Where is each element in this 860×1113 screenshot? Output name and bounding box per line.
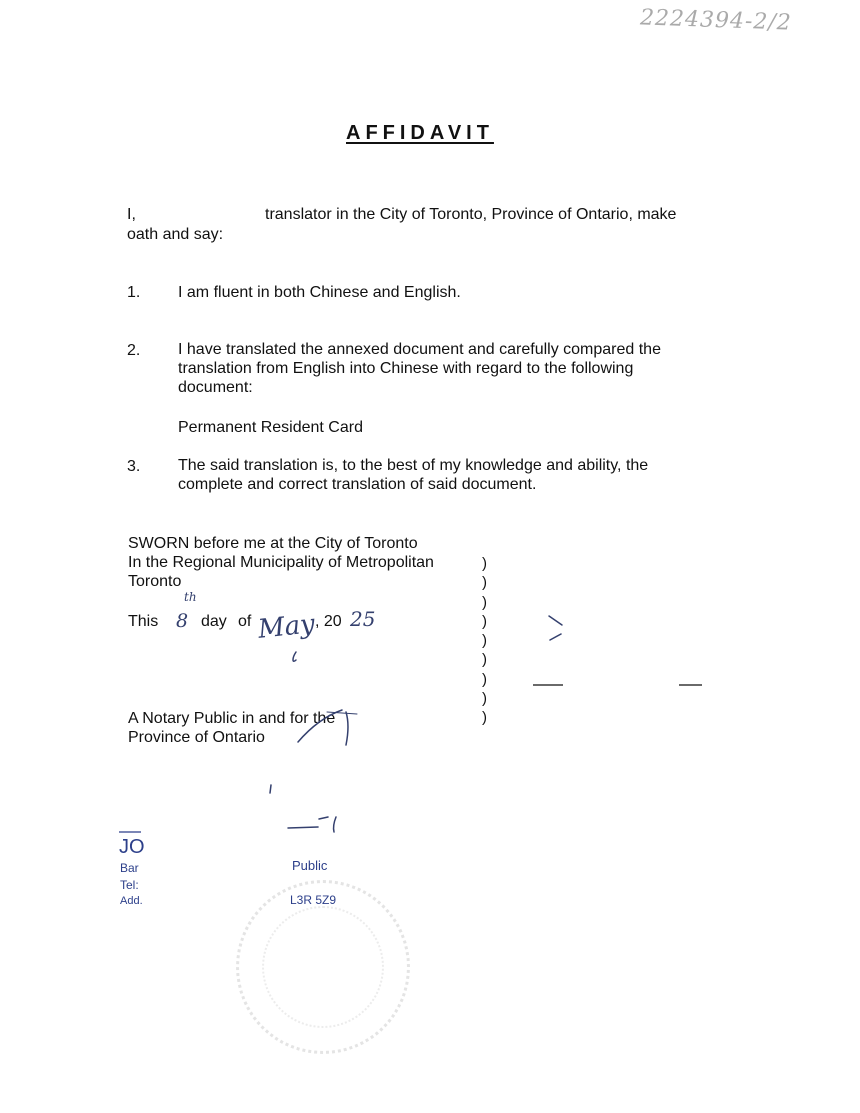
jurat-year-prefix: , 20 bbox=[315, 613, 342, 630]
paragraph-number: 1. bbox=[127, 284, 141, 301]
paragraph-line: I have translated the annexed document and carefully compared the bbox=[178, 341, 661, 358]
paragraph-line: I am fluent in both Chinese and English. bbox=[178, 284, 461, 301]
jurat-line: SWORN before me at the City of Toronto bbox=[128, 535, 418, 552]
paragraph-line: The said translation is, to the best of my knowledge and ability, the bbox=[178, 457, 649, 474]
jurat-day-label: day bbox=[201, 613, 227, 630]
handwritten-day-suffix: th bbox=[184, 590, 197, 604]
stamp-initials: JO bbox=[119, 836, 145, 858]
handwritten-day: 8 bbox=[176, 610, 189, 632]
jurat-brackets: ) ) ) ) ) ) ) ) ) bbox=[482, 555, 487, 727]
file-reference-handwritten: 2224394-2/2 bbox=[639, 5, 793, 36]
paragraph-number: 3. bbox=[127, 458, 141, 475]
stamp-line-bar: Bar bbox=[120, 861, 139, 875]
stamp-line-add: Add. bbox=[120, 895, 143, 907]
stamp-public: Public bbox=[292, 858, 328, 873]
document-title: AFFIDAVIT bbox=[346, 122, 494, 144]
intro-line1: translator in the City of Toronto, Province of Ontario, make bbox=[265, 206, 677, 223]
intro-prefix: I, bbox=[127, 206, 136, 223]
intro-line2: oath and say: bbox=[127, 226, 224, 243]
jurat-of-label: of bbox=[238, 613, 252, 630]
notary-line1: A Notary Public in and for the bbox=[128, 710, 336, 727]
embossed-seal-inner bbox=[262, 906, 384, 1028]
paragraph-line: document: bbox=[178, 379, 253, 396]
notary-line2: Province of Ontario bbox=[128, 729, 265, 746]
jurat-line: Toronto bbox=[128, 573, 182, 590]
paragraph-number: 2. bbox=[127, 342, 141, 359]
stamp-line-tel: Tel: bbox=[120, 878, 139, 892]
jurat-line: In the Regional Municipality of Metropolitan bbox=[128, 554, 434, 571]
paragraph-line: complete and correct translation of said document. bbox=[178, 476, 537, 493]
paragraph-line: translation from English into Chinese with regard to the following bbox=[178, 360, 634, 377]
handwritten-year: 25 bbox=[350, 607, 376, 631]
handwritten-month: May bbox=[256, 609, 317, 645]
document-name: Permanent Resident Card bbox=[178, 419, 363, 436]
jurat-this-label: This bbox=[128, 613, 159, 630]
stamp-postal: L3R 5Z9 bbox=[290, 893, 337, 907]
